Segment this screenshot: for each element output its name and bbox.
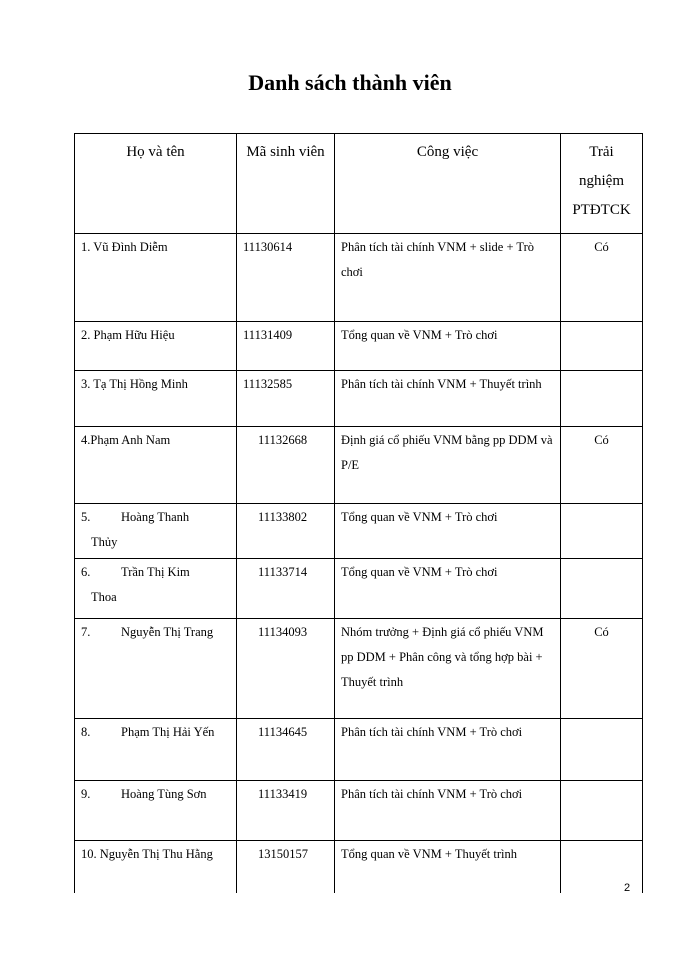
experience-value: Có [561,234,643,322]
member-name: 4.Phạm Anh Nam [75,427,237,504]
member-name-rest: Thủy [91,535,118,549]
student-id: 11130614 [237,234,335,322]
header-experience-line1: Trải [589,144,614,160]
student-id: 11132585 [237,371,335,427]
member-task: Nhóm trưởng + Định giá cổ phiếu VNM pp DDM + Phân công và tổng hợp bài + Thuyết trình [335,619,561,719]
document-title: Danh sách thành viên [248,70,452,95]
member-number: 8. [81,725,91,739]
experience-value: Có [561,427,643,504]
member-name [75,719,237,781]
experience-value [561,504,643,559]
header-task: Công việc [335,134,561,234]
header-experience [561,134,643,234]
student-id: 11131409 [237,322,335,371]
member-task: Tổng quan về VNM + Trò chơi [335,504,561,559]
member-task: Tổng quan về VNM + Thuyết trình [335,841,561,893]
member-name: 1. Vũ Đình Diễm [75,234,237,322]
experience-value [561,841,643,893]
table-row [75,371,643,427]
student-id: 11132668 [237,427,335,504]
member-name [75,619,237,719]
table-row [75,504,643,559]
header-experience-line2: nghiệm [579,173,624,189]
table-row [75,719,643,781]
header-student-id: Mã sinh viên [237,134,335,234]
table-row [75,841,643,893]
member-name-first: Hoàng Thanh [121,510,190,524]
table-header-row [75,134,643,234]
member-name-rest: Thoa [91,590,117,604]
member-name-first: Phạm Thị Hải Yến [121,725,215,739]
student-id: 13150157 [237,841,335,893]
student-id: 11133419 [237,781,335,841]
experience-value [561,719,643,781]
member-name-first: Hoàng Tùng Sơn [121,787,207,801]
member-number: 6. [81,565,91,579]
member-task: Phân tích tài chính VNM + Thuyết trình [335,371,561,427]
member-name: 10. Nguyễn Thị Thu Hằng [75,841,237,893]
student-id: 11133714 [237,559,335,619]
experience-value: Có [561,619,643,719]
table-row [75,322,643,371]
member-name [75,781,237,841]
table-row [75,559,643,619]
member-number: 7. [81,625,91,639]
table-row [75,427,643,504]
student-id: 11134645 [237,719,335,781]
table-row [75,781,643,841]
experience-value [561,371,643,427]
experience-value [561,781,643,841]
members-table [74,133,643,893]
experience-value [561,559,643,619]
member-name [75,559,237,619]
header-name: Họ và tên [75,134,237,234]
table-row [75,619,643,719]
member-task: Phân tích tài chính VNM + slide + Trò chơi [335,234,561,322]
member-number: 5. [81,510,91,524]
member-number: 9. [81,787,91,801]
member-name: 2. Phạm Hữu Hiệu [75,322,237,371]
member-name [75,504,237,559]
member-task: Tổng quan về VNM + Trò chơi [335,559,561,619]
member-task: Phân tích tài chính VNM + Trò chơi [335,781,561,841]
member-name-first: Trần Thị Kim [121,565,190,579]
member-task: Định giá cổ phiếu VNM bằng pp DDM và P/E [335,427,561,504]
page-number: 2 [624,882,631,894]
member-task: Phân tích tài chính VNM + Trò chơi [335,719,561,781]
student-id: 11134093 [237,619,335,719]
experience-value [561,322,643,371]
member-name: 3. Tạ Thị Hồng Minh [75,371,237,427]
table-row [75,234,643,322]
member-name-first: Nguyễn Thị Trang [121,625,214,639]
student-id: 11133802 [237,504,335,559]
header-experience-line3: PTĐTCK [572,202,631,218]
member-task: Tổng quan về VNM + Trò chơi [335,322,561,371]
